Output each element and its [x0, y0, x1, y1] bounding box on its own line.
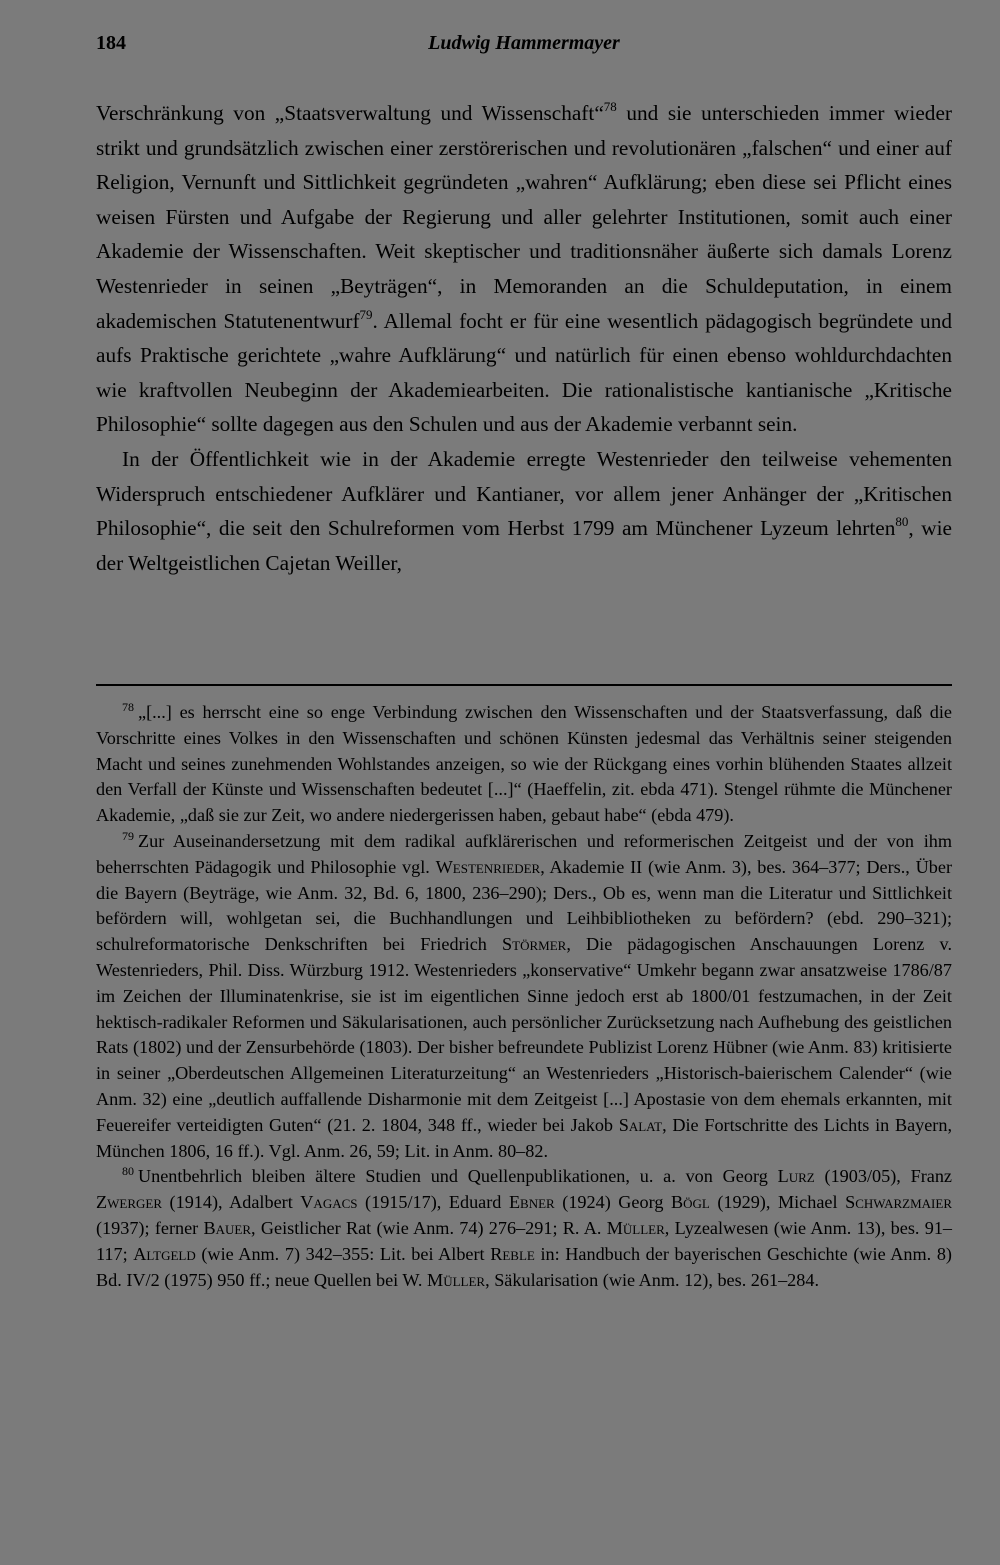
footnote-number: 78 [122, 700, 134, 714]
paragraph-1 [96, 96, 952, 442]
author-name: Bauer [203, 1217, 252, 1238]
author-name: Altgeld [133, 1243, 196, 1264]
footnote-text: , Lyzealwesen (wie Anm. 13), bes. 91–117; [96, 1217, 953, 1264]
author-name: Müller [427, 1269, 486, 1290]
footnote-text: „[...] es herrscht eine so enge Verbindung zwischen den Wissenschaften und der Staatsverfassung, daß die Vorschritte eines Volkes in den Wissenschaften und schönen Künsten jedesmal das Verhältnis seiner steigenden Macht und seines zunehmenden Wohlstandes anzeigen, so wie der Rückgang eines vorhin blühenden Staates allzeit den Verfall der Künste und Wissenschaften bedeutet [...]“ (Haeffelin, zit. ebda 471). Stengel rühmte die Münchener Akademie, „daß sie zur Zeit, wo andere niedergerissen haben, gebaut habe“ (ebda 479). [96, 702, 952, 826]
running-head: Ludwig Hammermayer [428, 32, 620, 54]
author-name: Schwarzmaier [845, 1192, 952, 1213]
footnote-text: , Säkularisation (wie Anm. 12), bes. 261–284. [485, 1269, 819, 1290]
footnote-text: (1929), Michael [709, 1192, 846, 1213]
author-name: Salat [618, 1114, 663, 1135]
footnote-text: , Akademie II (wie Anm. 3), bes. 364–377; Ders., Über die Bayern (Beyträge, wie Anm. 32, Bd. 6, 1800, 236–290); Ders., Ob es, wenn man die Literatur und Sittlichkeit befördern will, wohlgetan sei, die Buchhandlungen und Leihbibliotheken zu befördern? (ebd. 290–321); schulreformatorische Denkschriften bei Friedrich [96, 856, 952, 955]
footnote-text: , Geistlicher Rat (wie Anm. 74) 276–291; R. A. [251, 1217, 607, 1238]
footnote-ref-78: 78 [603, 99, 617, 114]
footnote-text: (wie Anm. 7) 342–355: Lit. bei Albert [195, 1243, 491, 1264]
footnote-80 [96, 1164, 952, 1293]
author-name: Vagacs [300, 1192, 358, 1213]
footnote-ref-79: 79 [359, 306, 373, 322]
footnote-text: , Die Fortschritte des Lichts in Bayern, München 1806, 16 ff.). Vgl. Anm. 26, 59; Lit. in Anm. 80–82. [96, 1114, 953, 1161]
author-name: Westenrieder [435, 856, 541, 877]
author-name: Ebner [508, 1192, 555, 1213]
footnotes [96, 700, 952, 1293]
footnote-ref-80: 80 [895, 514, 909, 530]
author-name: Reble [490, 1243, 535, 1264]
main-text [96, 96, 952, 580]
author-name: Müller [606, 1217, 665, 1238]
author-name: Bögl [670, 1192, 710, 1213]
footnote-text: Unentbehrlich bleiben ältere Studien und Quellenpublikationen, u. a. von Georg [138, 1166, 778, 1187]
footnote-text: in: Handbuch der bayerischen Geschichte (wie Anm. 8) Bd. IV/2 (1975) 950 ff.; neue Quellen bei W. [96, 1243, 952, 1290]
footnote-divider [96, 684, 952, 686]
footnote-79 [96, 829, 952, 1164]
footnote-text: (1937); ferner [96, 1217, 204, 1238]
footnote-text: (1914), Adalbert [162, 1192, 301, 1213]
text-run: und sie unterschieden immer wieder strikt und grundsätzlich zwischen einer zerstörerischen und revolutionären „falschen“ und einer auf Religion, Vernunft und Sittlichkeit gegründeten „wahren“ Aufklärung; eben diese sei Pflicht eines weisen Fürsten und Aufgabe der Regierung und aller gelehrter Institutionen, somit auch einer Akademie der Wissenschaften. Weit skeptischer und traditionsnäher äußerte sich damals Lorenz Westenrieder in seinen „Beyträgen“, in Memoranden an die Schuldeputation, in einem akademischen Statutenentwurf [96, 101, 952, 333]
page-header [96, 32, 952, 66]
footnote-text: (1903/05), Franz [814, 1166, 953, 1187]
author-name: Lurz [777, 1166, 815, 1187]
footnote-number: 80 [122, 1164, 134, 1179]
text-run: , wie der Weltgeistlichen Cajetan Weiller, [96, 516, 952, 575]
author-name: Störmer [502, 934, 567, 955]
footnote-text: Zur Auseinandersetzung mit dem radikal aufklärerischen und reformerischen Zeitgeist und der von ihm beherrschten Pädagogik und Philosophie vgl. [96, 830, 952, 877]
page-number: 184 [96, 32, 126, 54]
author-name: Zwerger [96, 1192, 162, 1213]
footnote-text: (1924) Georg [554, 1192, 671, 1213]
text-run: In der Öffentlichkeit wie in der Akademie erregte Westenrieder den teilweise vehementen Widerspruch entschiedener Aufklärer und Kantianer, vor allem jener Anhänger der „Kritischen Philosophie“, die seit den Schulreformen vom Herbst 1799 am Münchener Lyzeum lehrten [96, 446, 952, 541]
footnote-78 [96, 700, 952, 829]
text-run: . Allemal focht er für eine wesentlich pädagogisch begründete und aufs Praktische gerichtete „wahre Aufklärung“ und natürlich für einen ebenso wohldurchdachten wie kraftvollen Neubeginn der Akademiearbeiten. Die rationalistische kantianische „Kritische Philosophie“ sollte dagegen aus den Schulen und aus der Akademie verbannt sein. [96, 308, 952, 437]
paragraph-2 [96, 442, 952, 580]
footnote-text: (1915/17), Eduard [357, 1192, 509, 1213]
footnote-text: , Die pädagogischen Anschauungen Lorenz v. Westenrieders, Phil. Diss. Würzburg 1912. Westenrieders „konservative“ Umkehr begann zwar ansatzweise 1786/87 im Zeichen der Illuminatenkrise, sie ist im eigentlichen Sinne jedoch erst ab 1800/01 festzumachen, in der Zeit hektisch-radikaler Reformen und Säkularisationen, auch persönlicher Zurücksetzung nach Aufhebung des geistlichen Rats (1802) und der Zensurbehörde (1803). Der bisher befreundete Publizist Lorenz Hübner (wie Anm. 83) kritisierte in seiner „Oberdeutschen Allgemeinen Literaturzeitung“ an Westenrieders „Historisch-baierischem Calender“ (wie Anm. 32) eine „deutlich auffallende Disharmonie mit dem Zeitgeist [...] Apostasie von dem ehemals erkannten, mit Feuereifer verteidigten Guten“ (21. 2. 1804, 348 ff., wieder bei Jakob [96, 934, 952, 1135]
text-run: Verschränkung von „Staatsverwaltung und Wissenschaft“ [96, 101, 604, 125]
footnote-number: 79 [122, 828, 134, 843]
